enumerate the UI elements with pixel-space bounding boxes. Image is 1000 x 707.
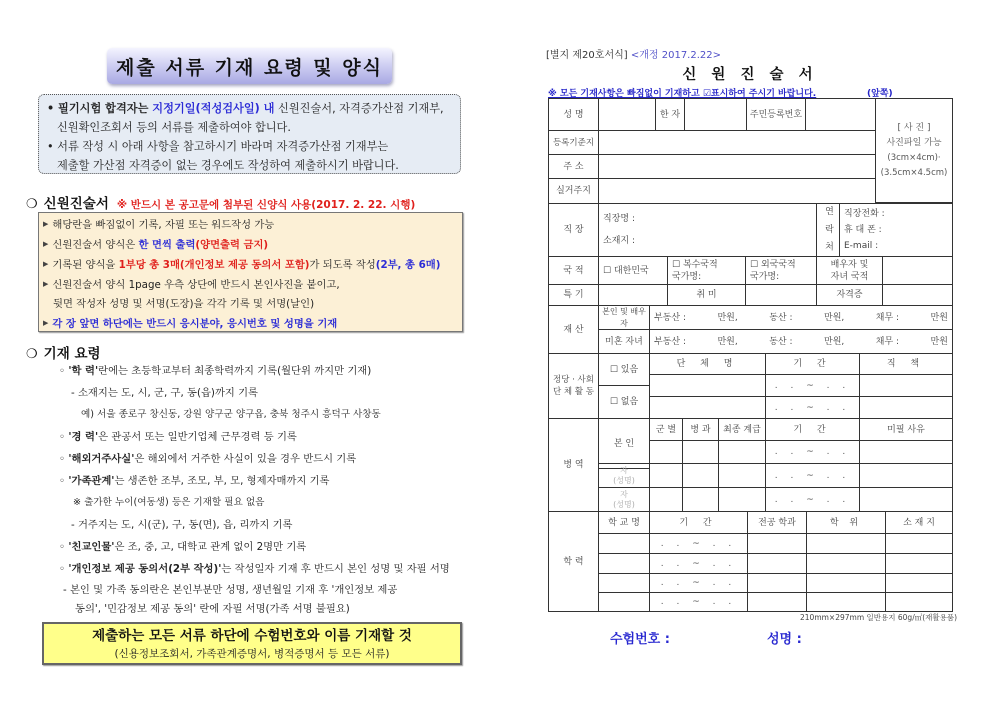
form-id: [별지 제20호서식] — [546, 50, 628, 61]
label-line: 배우자 및 — [830, 259, 869, 270]
label-line: 단 체 활 동 — [553, 387, 594, 397]
input-degree[interactable] — [806, 573, 886, 593]
input-edu-period[interactable]: . . ~ . . — [649, 573, 748, 593]
work-name-label: 직장명 : — [603, 214, 635, 224]
bullet: ◦ — [59, 541, 69, 553]
instruction-highlight: 한 면씩 출력 — [138, 239, 196, 251]
page-title: 제출 서류 기재 요령 및 양식 — [107, 48, 392, 84]
instruction-highlight: 1부당 총 3매(개인정보 제공 동의서 포함) — [118, 259, 310, 271]
header-rank-type: 병 과 — [682, 418, 719, 441]
guide-note: ※ 출가한 누이(여동생) 등은 기재할 필요 없음 — [73, 497, 265, 508]
instruction-text: 뒷면 작성자 성명 및 서명(도장)을 각각 기록 및 서명(날인) — [53, 298, 315, 310]
label-education: 학 력 — [548, 511, 599, 612]
guide-text: - 소재지는 도, 시, 군, 구, 동(읍)까지 기록 — [71, 387, 259, 399]
instruction-text: 해당란을 빠짐없이 기록, 자필 또는 워드작성 가능 — [52, 219, 275, 231]
guide-text: 은 관공서 또는 일반기업체 근무경력 등 기록 — [98, 431, 297, 443]
section-title: 신원진술서 — [43, 196, 109, 212]
input-location[interactable] — [885, 533, 953, 554]
label-child — [598, 463, 650, 488]
header-location: 소 재 지 — [885, 511, 953, 534]
signature-name-field[interactable]: 성명 : — [767, 632, 802, 647]
header-major: 전공 학과 — [747, 511, 807, 534]
dual-country-label: 국가명: — [672, 271, 702, 282]
korea-label: 대한민국 — [613, 265, 649, 276]
triangle-bullet-icon: ▶ — [43, 319, 49, 327]
input-specialty[interactable] — [598, 284, 668, 306]
label-line: 자 — [620, 465, 628, 475]
reminder-subtitle: (신용정보조회서, 가족관계증명서, 병적증명서 등 모든 서류) — [114, 648, 390, 660]
input-branch[interactable] — [649, 440, 683, 464]
input-address[interactable] — [598, 154, 876, 179]
input-assets-children[interactable] — [649, 329, 953, 354]
notice-text: • 필기시험 합격자는 — [47, 102, 153, 115]
guide-text: 동의', '민감정보 제공 동의' 란에 자필 서명(가족 서명 불필요) — [75, 603, 350, 615]
input-location[interactable] — [885, 592, 953, 612]
email-label: E-mail : — [844, 241, 879, 251]
page-side-label: (앞쪽) — [867, 89, 893, 99]
input-org-period[interactable]: . . ~ . . — [765, 374, 860, 397]
input-org-name[interactable] — [649, 396, 766, 419]
label-registry: 등록기준지 — [548, 130, 599, 155]
label-specialty: 특 기 — [548, 284, 599, 306]
label-work: 직 장 — [548, 203, 599, 257]
label-hanja: 한 자 — [655, 98, 685, 131]
instruction-highlight: (양면출력 금지) — [195, 239, 269, 251]
input-assets-self[interactable] — [649, 305, 953, 330]
label-line: 자녀 국적 — [830, 271, 869, 282]
input-rank-type[interactable] — [682, 487, 719, 512]
input-contact[interactable] — [839, 203, 953, 257]
input-final-rank[interactable] — [718, 487, 766, 512]
checkbox-org-yes[interactable] — [598, 353, 650, 386]
notice-text: • 서류 작성 시 아래 사항을 참고하시기 바라며 자격증가산점 기재부는 — [47, 140, 389, 153]
movable-label: 동산 : — [769, 312, 793, 323]
section-heading-statement — [26, 192, 415, 212]
label-line: 자 — [620, 489, 628, 499]
label-rrn: 주민등록번호 — [746, 98, 806, 131]
writing-guide — [45, 360, 485, 618]
unit-label: 만원, — [717, 336, 738, 347]
label-organization — [548, 353, 599, 419]
work-phone-label: 직장전화 : — [844, 209, 885, 219]
input-branch[interactable] — [649, 487, 683, 512]
notice-text: 제출할 가산점 자격증이 없는 경우에도 작성하여 제출하시기 바랍니다. — [57, 159, 399, 172]
input-location[interactable] — [885, 573, 953, 593]
no-label: 없음 — [620, 397, 639, 407]
photo-size: (3.5cm×4.5cm) — [880, 167, 948, 178]
input-degree[interactable] — [806, 592, 886, 612]
header-role: 직 책 — [859, 353, 953, 375]
input-license[interactable] — [882, 284, 953, 306]
bullet: ◦ — [59, 475, 69, 487]
movable-label: 동산 : — [769, 336, 793, 347]
label-line: (성명) — [613, 475, 635, 485]
header-school: 학 교 명 — [598, 511, 650, 534]
label-self-spouse: 본인 및 배우자 — [598, 305, 650, 330]
input-branch[interactable] — [649, 463, 683, 488]
input-final-rank[interactable] — [718, 463, 766, 488]
guide-keyword: '친교인물' — [68, 541, 115, 553]
debt-label: 채무 : — [875, 336, 900, 347]
paper-spec: 210mm×297mm 일반용지 60g/㎡(재활용품) — [800, 613, 958, 622]
label-unmarried-children: 미혼 자녀 — [598, 329, 650, 354]
photo-size: (3cm×4cm)· — [887, 152, 941, 163]
checkbox-korea[interactable] — [598, 256, 668, 285]
checkbox-dual[interactable] — [667, 256, 746, 285]
input-major[interactable] — [747, 573, 807, 593]
checkbox-icon[interactable]: ☐ — [609, 397, 621, 407]
checkbox-icon[interactable]: ☐ — [672, 259, 683, 270]
input-school[interactable] — [598, 533, 650, 554]
input-name[interactable] — [598, 98, 656, 131]
input-school[interactable] — [598, 573, 650, 593]
reminder-title: 제출하는 모든 서류 하단에 수험번호와 이름 기재할 것 — [92, 628, 412, 644]
form-number — [546, 46, 721, 61]
mobile-label: 휴 대 폰 : — [844, 225, 882, 235]
form-instruction: ※ 모든 기재사항은 빠짐없이 기재하고 ☑표시하여 주시기 바랍니다. — [548, 89, 817, 99]
header-degree: 학 위 — [806, 511, 886, 534]
input-rank-type[interactable] — [682, 440, 719, 464]
dual-label: 복수국적 — [682, 259, 718, 270]
section-title: 기재 요령 — [43, 346, 101, 362]
guide-keyword: '가족관계' — [68, 475, 115, 487]
triangle-bullet-icon: ▶ — [43, 220, 49, 228]
input-military-period[interactable]: . . ~ . . — [765, 487, 860, 512]
input-org-period[interactable]: . . ~ . . — [765, 396, 860, 419]
header-org-name: 단 체 명 — [649, 353, 766, 375]
instruction-text: 신원진술서 양식은 — [52, 239, 139, 251]
instruction-text: 가 되도록 작성 — [309, 259, 376, 271]
header-final-rank: 최종 계급 — [718, 418, 766, 441]
input-work[interactable] — [598, 203, 817, 257]
label-license: 자격증 — [816, 284, 883, 306]
label-line: 정당 · 사회 — [553, 375, 594, 385]
label-contact: 연 락 처 — [816, 203, 840, 257]
statement-instructions-box — [38, 212, 463, 332]
photo-area[interactable] — [875, 98, 953, 203]
input-org-name[interactable] — [649, 374, 766, 397]
unit-label: 만원 — [930, 312, 948, 323]
unit-label: 만원, — [717, 312, 738, 323]
header-period: 기 간 — [649, 511, 748, 534]
label-nationality: 국 적 — [548, 256, 599, 285]
label-line: (성명) — [613, 499, 635, 509]
bullet: ◦ — [59, 453, 69, 465]
input-org-role[interactable] — [859, 396, 953, 419]
realestate-label: 부동산 : — [654, 312, 686, 323]
input-rrn[interactable] — [805, 98, 876, 131]
header-exempt-reason: 미필 사유 — [859, 418, 953, 441]
submission-reminder-box — [42, 622, 462, 665]
label-spouse-nationality — [816, 256, 883, 285]
instruction-highlight: 각 장 앞면 하단에는 반드시 응시분야, 응시번호 및 성명을 기재 — [52, 318, 338, 330]
instruction-text: 신원진술서 양식 1page 우측 상단에 반드시 본인사진을 붙이고, — [52, 279, 340, 291]
triangle-bullet-icon: ▶ — [43, 240, 49, 248]
input-edu-period[interactable]: . . ~ . . — [649, 533, 748, 554]
section-warning: ※ 반드시 본 공고문에 첨부된 신양식 사용(2017. 2. 22. 시행) — [116, 199, 416, 211]
input-military-period[interactable]: . . ~ . . — [765, 463, 860, 488]
input-major[interactable] — [747, 592, 807, 612]
guide-example: 예) 서울 종로구 창신동, 강원 양구군 양구읍, 충북 청주시 흥덕구 사창동 — [81, 409, 381, 420]
checkbox-icon[interactable]: ☐ — [609, 364, 621, 375]
photo-label: [ 사 진 ] — [897, 122, 931, 133]
input-location[interactable] — [885, 553, 953, 574]
work-location-label: 소재지 : — [603, 236, 635, 246]
bullet: ◦ — [59, 563, 69, 575]
label-name: 성 명 — [548, 98, 599, 131]
input-exempt-reason[interactable] — [859, 487, 953, 512]
form-revision: <개정 2017.2.22> — [630, 50, 722, 61]
instruction-highlight: (2부, 총 6매) — [375, 259, 441, 271]
label-military: 병 역 — [548, 418, 599, 512]
guide-text: 은 조, 중, 고, 대학교 관계 없이 2명만 기록 — [114, 541, 307, 553]
realestate-label: 부동산 : — [654, 336, 686, 347]
unit-label: 만원, — [824, 336, 845, 347]
input-hanja[interactable] — [684, 98, 747, 131]
form-title: 신 원 진 술 서 — [682, 67, 818, 83]
checkbox-icon[interactable]: ☐ — [750, 259, 761, 270]
foreign-country-label: 국가명: — [750, 271, 780, 282]
guide-text: - 본인 및 가족 동의란은 본인부분만 성명, 생년월일 기재 후 '개인정보 제공 — [63, 584, 398, 596]
unit-label: 만원 — [930, 336, 948, 347]
input-registry[interactable] — [598, 130, 876, 155]
circle-bullet-icon: ❍ — [26, 347, 38, 362]
label-self-military: 본 인 — [598, 418, 650, 469]
triangle-bullet-icon: ▶ — [43, 260, 49, 268]
header-period: 기 간 — [765, 418, 860, 441]
label-hobby: 취 미 — [667, 284, 746, 306]
input-final-rank[interactable] — [718, 440, 766, 464]
checkbox-org-no[interactable] — [598, 385, 650, 419]
guide-keyword: '학 력' — [68, 365, 99, 377]
input-exempt-reason[interactable] — [859, 463, 953, 488]
guide-keyword: '해외거주사실' — [68, 453, 135, 465]
label-address: 주 소 — [548, 154, 599, 179]
guide-text: 는 작성일자 기재 후 반드시 본인 성명 및 자필 서명 — [221, 563, 450, 575]
input-degree[interactable] — [806, 553, 886, 574]
section-heading-guide — [26, 342, 101, 362]
triangle-bullet-icon: ▶ — [43, 280, 49, 288]
input-spouse-nationality[interactable] — [882, 256, 953, 285]
debt-label: 채무 : — [875, 312, 900, 323]
guide-text: 란에는 초등학교부터 최종학력까지 기록(월단위 까지만 기재) — [98, 365, 372, 377]
label-assets: 재 산 — [548, 305, 599, 354]
input-degree[interactable] — [806, 533, 886, 554]
input-major[interactable] — [747, 533, 807, 554]
checkbox-icon[interactable]: ☐ — [603, 265, 614, 276]
checkbox-foreign[interactable] — [745, 256, 817, 285]
notice-highlight: 지정기일(적성검사일) 내 — [152, 102, 275, 115]
foreign-label: 외국국적 — [760, 259, 796, 270]
input-military-period[interactable]: . . ~ . . — [765, 440, 860, 464]
exam-number-field[interactable]: 수험번호 : — [610, 632, 670, 647]
input-edu-period[interactable]: . . ~ . . — [649, 592, 748, 612]
input-major[interactable] — [747, 553, 807, 574]
input-rank-type[interactable] — [682, 463, 719, 488]
notice-text: 신원진술서, 자격증가산점 기재부, — [274, 102, 444, 115]
bullet: ◦ — [59, 365, 69, 377]
input-residence[interactable] — [598, 178, 876, 204]
label-child — [598, 487, 650, 512]
instruction-text: 기록된 양식을 — [52, 259, 119, 271]
yes-label: 있음 — [620, 364, 639, 375]
notice-box — [38, 94, 461, 174]
circle-bullet-icon: ❍ — [26, 197, 38, 212]
guide-text: - 거주지는 도, 시(군), 구, 동(면), 읍, 리까지 기록 — [71, 519, 293, 531]
header-branch: 군 별 — [649, 418, 683, 441]
input-edu-period[interactable]: . . ~ . . — [649, 553, 748, 574]
input-exempt-reason[interactable] — [859, 440, 953, 464]
guide-text: 은 해외에서 거주한 사실이 있을 경우 반드시 기록 — [134, 453, 357, 465]
guide-keyword: '경 력' — [68, 431, 99, 443]
bullet: ◦ — [59, 431, 69, 443]
input-org-role[interactable] — [859, 374, 953, 397]
guide-text: 는 생존한 조부, 조모, 부, 모, 형제자매까지 기록 — [114, 475, 330, 487]
notice-text: 신원확인조회서 등의 서류를 제출하여야 합니다. — [57, 121, 291, 134]
input-school[interactable] — [598, 592, 650, 612]
label-residence: 실거주지 — [548, 178, 599, 204]
header-period: 기 간 — [765, 353, 860, 375]
unit-label: 만원, — [824, 312, 845, 323]
input-school[interactable] — [598, 553, 650, 574]
photo-note: 사진파일 가능 — [886, 137, 942, 148]
input-hobby[interactable] — [745, 284, 817, 306]
guide-keyword: '개인정보 제공 동의서(2부 작성)' — [68, 563, 222, 575]
